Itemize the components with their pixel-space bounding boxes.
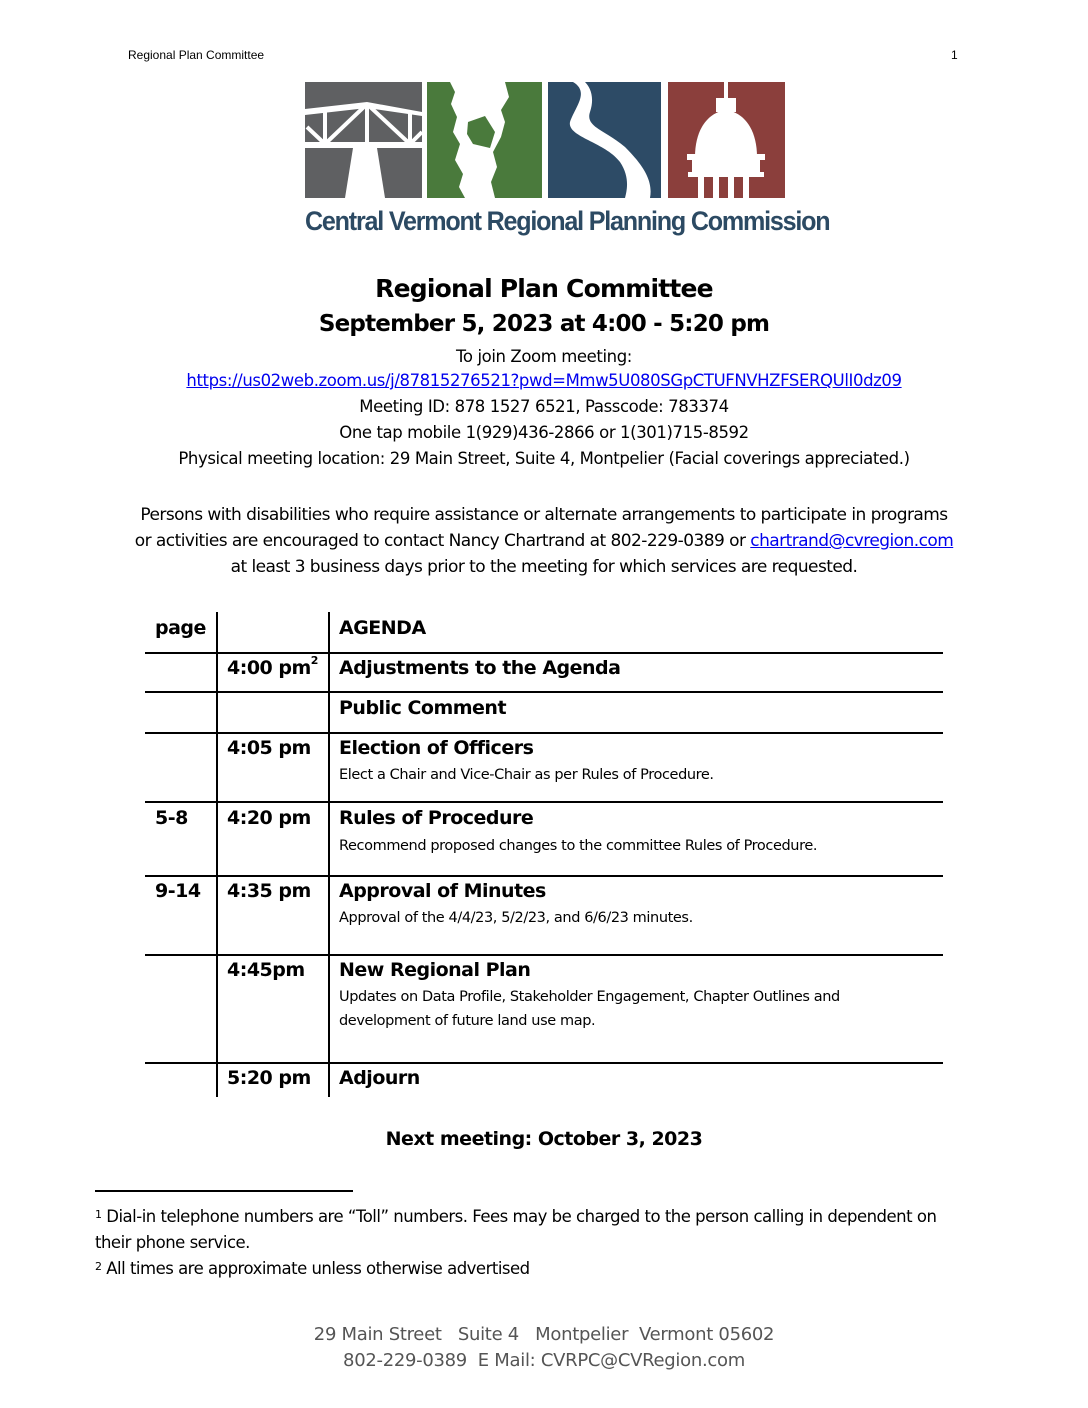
- capitol-dome-icon: [668, 82, 785, 198]
- footnote-2: [95, 1256, 975, 1282]
- notice-line-2-text: or activities are encouraged to contact Nancy Chartrand at 802-229-0389 or: [134, 531, 751, 551]
- footnote-mark: 1: [95, 1208, 102, 1221]
- footnote-text: All times are approximate unless otherwise advertised: [106, 1259, 530, 1278]
- row-time: 4:45pm: [227, 959, 305, 981]
- physical-location: Physical meeting location: 29 Main Street, Suite 4, Montpelier (Facial coverings appreciated.): [178, 449, 910, 468]
- logo-organization-name: Central Vermont Regional Planning Commission: [305, 206, 830, 236]
- row-time-text: 4:00 pm: [227, 657, 311, 679]
- row-description: Updates on Data Profile, Stakeholder Engagement, Chapter Outlines and development of future land use map.: [339, 989, 840, 1029]
- table-divider: [145, 691, 943, 693]
- table-divider: [145, 875, 943, 877]
- page-number: 1: [951, 48, 958, 62]
- row-description: Recommend proposed changes to the committee Rules of Procedure.: [339, 838, 818, 854]
- table-divider: [145, 732, 943, 734]
- row-title: Election of Officers: [339, 737, 534, 759]
- river-icon: [548, 82, 661, 198]
- table-divider: [145, 801, 943, 803]
- row-time: 4:20 pm: [227, 807, 311, 829]
- footer-address: 29 Main Street Suite 4 Montpelier Vermont 05602: [313, 1324, 775, 1345]
- footnote-mark: 2: [95, 1260, 102, 1273]
- row-time: 4:35 pm: [227, 880, 311, 902]
- table-divider-vertical: [328, 612, 330, 1097]
- row-description: Elect a Chair and Vice-Chair as per Rules of Procedure.: [339, 767, 714, 783]
- notice-line-3: at least 3 business days prior to the meeting for which services are requested.: [230, 557, 858, 577]
- row-page: 9-14: [155, 880, 201, 902]
- next-meeting: Next meeting: October 3, 2023: [385, 1128, 703, 1150]
- table-divider: [145, 1062, 943, 1064]
- row-time: 4:05 pm: [227, 737, 311, 759]
- running-header-title: Regional Plan Committee: [128, 48, 265, 62]
- footnote-separator: [95, 1190, 353, 1192]
- one-tap-mobile: One tap mobile 1(929)436-2866 or 1(301)715-8592: [339, 423, 749, 442]
- footer-contact: [0, 1322, 1088, 1374]
- footer-phone-email: 802-229-0389 E Mail: CVRPC@CVRegion.com: [343, 1350, 745, 1371]
- row-title: Public Comment: [339, 697, 507, 719]
- row-title: Adjustments to the Agenda: [339, 657, 621, 679]
- meeting-title: Regional Plan Committee: [375, 274, 713, 303]
- footnote-text: Dial-in telephone numbers are “Toll” numbers. Fees may be charged to the person calling in dependent on their phone service.: [95, 1207, 937, 1252]
- footnote-1: [95, 1204, 975, 1256]
- meeting-date-time: September 5, 2023 at 4:00 - 5:20 pm: [318, 311, 770, 337]
- bridge-icon: [305, 82, 422, 198]
- notice-line-2: [0, 528, 1088, 554]
- header-agenda: AGENDA: [339, 617, 426, 639]
- row-description: Approval of the 4/4/23, 5/2/23, and 6/6/23 minutes.: [339, 910, 693, 926]
- row-title: Approval of Minutes: [339, 880, 546, 902]
- row-title: Adjourn: [339, 1067, 420, 1089]
- meeting-id-passcode: Meeting ID: 878 1527 6521, Passcode: 783374: [359, 397, 729, 416]
- row-time: 5:20 pm: [227, 1067, 311, 1089]
- table-divider: [145, 954, 943, 956]
- row-page: 5-8: [155, 807, 188, 829]
- zoom-join-label: To join Zoom meeting:: [456, 347, 632, 366]
- row-time: [227, 654, 318, 679]
- row-title: New Regional Plan: [339, 959, 531, 981]
- header-page: page: [155, 617, 206, 639]
- notice-line-1: Persons with disabilities who require assistance or alternate arrangements to participate in programs: [140, 505, 948, 525]
- footnotes: [95, 1204, 975, 1282]
- zoom-meeting-link[interactable]: https://us02web.zoom.us/j/87815276521?pwd=Mmw5U080SGpCTUFNVHZFSERQUlI0dz09: [186, 371, 902, 390]
- logo-panels: [305, 82, 785, 202]
- table-divider: [145, 652, 943, 654]
- accessibility-notice: [0, 502, 1088, 580]
- row-title: Rules of Procedure: [339, 807, 534, 829]
- table-divider-vertical: [216, 612, 218, 1097]
- vermont-map-icon: [427, 82, 542, 198]
- contact-email-link[interactable]: chartrand@cvregion.com: [750, 531, 954, 551]
- footnote-ref: 2: [310, 654, 318, 667]
